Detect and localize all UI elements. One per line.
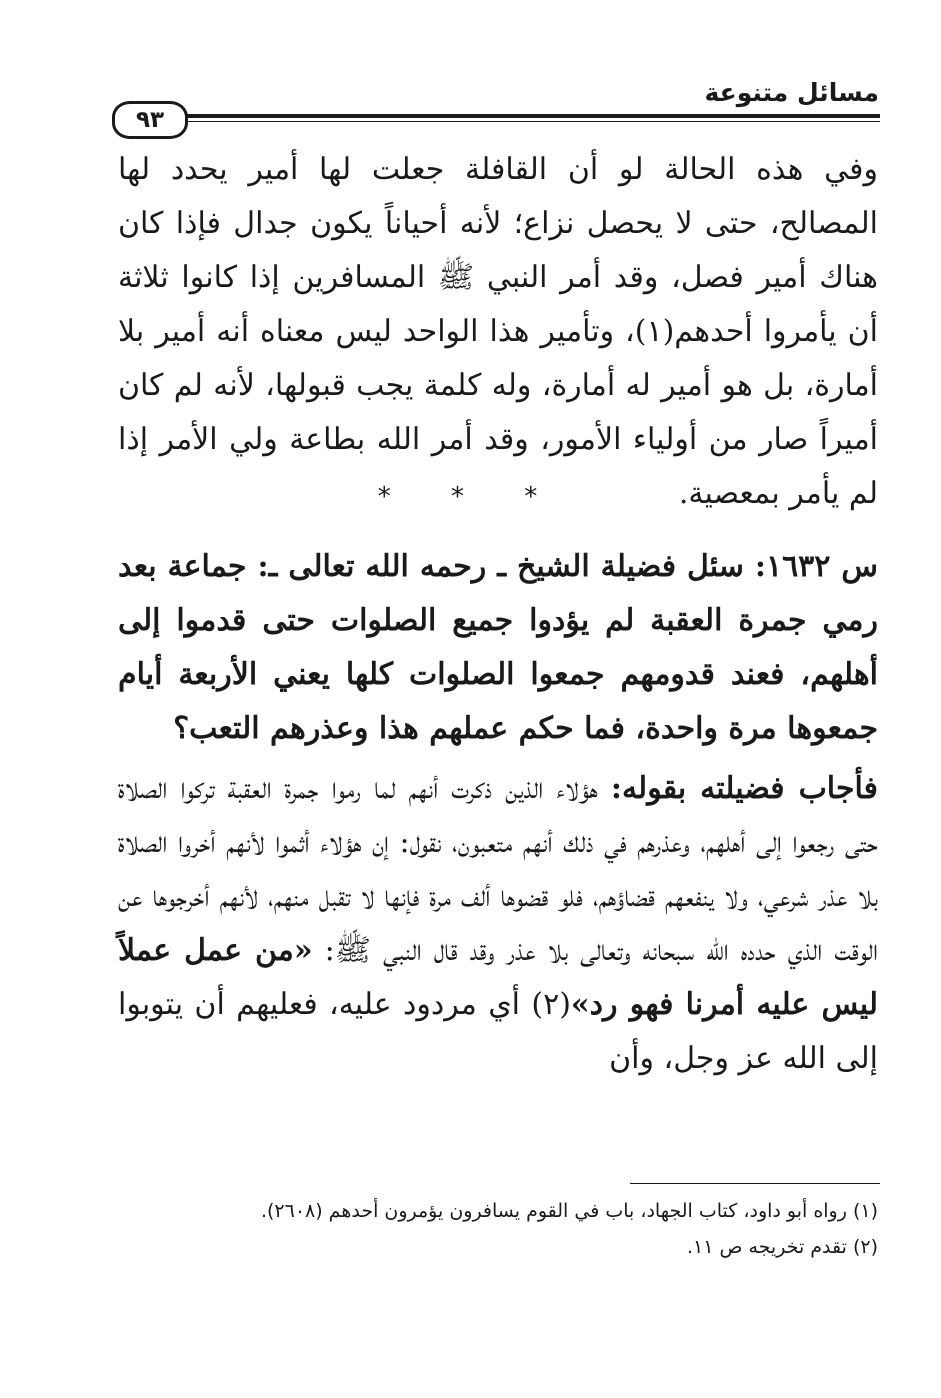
footnotes [118,1193,878,1265]
answer-paragraph [118,762,878,1086]
answer-lead: فأجاب فضيلته بقوله: [610,771,878,806]
answer-text: هؤلاء الذين ذكرت أنهم لما رموا جمرة العقبة تركوا الصلاة حتى رجعوا إلى أهلهم، وعذرهم في ذلك أنهم متعبون، نقول: إن هؤلاء أثموا لأنهم أخروا الصلاة بلا عذر شرعي، ولا ينفعهم قضاؤهم، فلو قضوها ألف مرة فإنها لا تقبل منهم، لأنهم أخرجوها عن الوقت الذي حدده الله سبحانه وتعالى بلا عذر وقد قال النبي ﷺ: [118,771,878,968]
running-header-title: مسائل متنوعة [704,78,879,107]
page-number-badge: ٩٣ [112,101,188,139]
section-separator: * * * [377,482,564,512]
footnote-2: (٢) تقدم تخريجه ص ١١. [686,1236,878,1258]
header-rule [168,114,880,118]
question-paragraph: س ١٦٣٢: سئل فضيلة الشيخ ـ رحمه الله تعالى ـ: جماعة بعد رمي جمرة العقبة لم يؤدوا جميع الصلوات حتى قدموا إلى أهلهم، فعند قدومهم جمعوا الصلوات كلها يعني الأربعة أيام جمعوها مرة واحدة، فما حكم عملهم هذا وعذرهم التعب؟ [118,549,878,746]
footnote-rule [630,1183,880,1184]
footnote-1: (١) رواه أبو داود، كتاب الجهاد، باب في القوم يسافرون يؤمرون أحدهم (٢٦٠٨). [260,1200,878,1222]
paragraph-continuation: وفي هذه الحالة لو أن القافلة جعلت لها أمير يحدد لها المصالح، حتى لا يحصل نزاع؛ لأنه أحياناً يكون جدال فإذا كان هناك أمير فصل، وقد أمر النبي ﷺ المسافرين إذا كانوا ثلاثة أن يأمروا أحدهم(١)، وتأمير هذا الواحد ليس معناه أنه أمير بلا أمارة، بل هو أمير له أمارة، وله كلمة يجب قبولها، لأنه لم كان أميراً صار من أولياء الأمور، وقد أمر الله بطاعة ولي الأمر إذا لم يأمر بمعصية. [118,152,878,511]
header-rule-thin [168,121,880,122]
hadith-quote: «من عمل عملاً ليس عليه أمرنا فهو رد» [118,933,878,1022]
answer-rest: (٢) أي مردود عليه، فعليهم أن يتوبوا إلى الله عز وجل، وأن [118,987,878,1076]
